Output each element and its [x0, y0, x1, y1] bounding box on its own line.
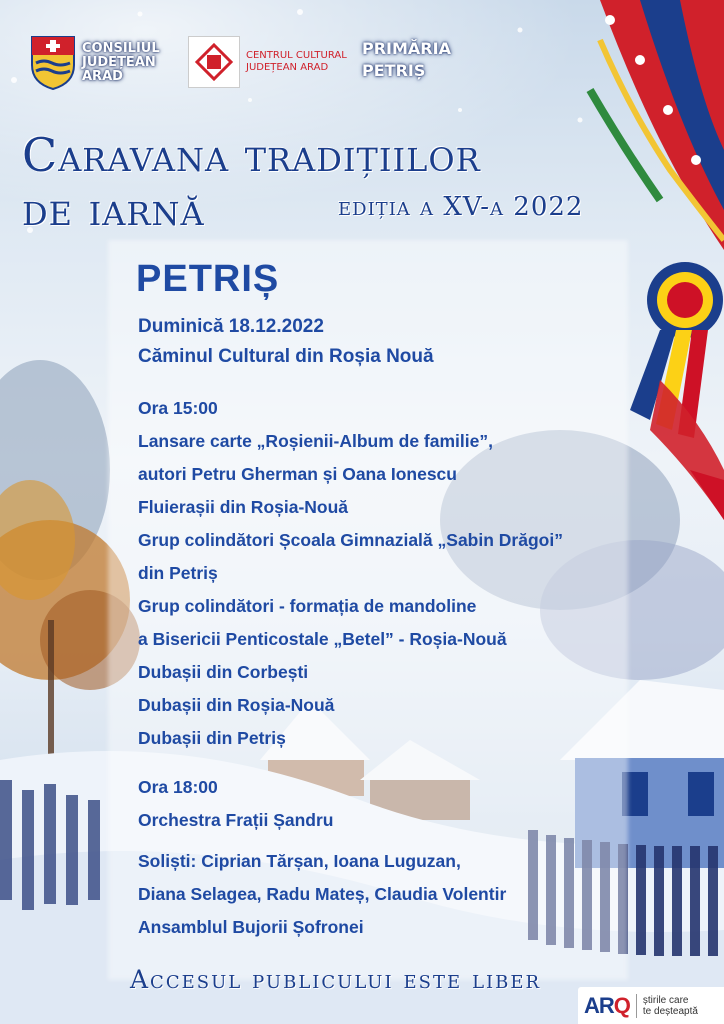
program-spacer: [138, 755, 628, 771]
program-line: Dubașii din Roșia-Nouă: [138, 695, 335, 715]
arq-logo: [584, 993, 630, 1019]
program-line: Soliști: Ciprian Tărșan, Ioana Luguzan,: [138, 851, 461, 871]
program-line: Ansamblul Bujorii Șofronei: [138, 917, 364, 937]
town-hall-logo: [362, 38, 482, 82]
program-line: Dubașii din Corbești: [138, 662, 309, 682]
cultural-center-line1: CENTRUL CULTURAL: [246, 50, 347, 61]
program-line: Orchestra Frații Șandru: [138, 810, 334, 830]
program-line: din Petriș: [138, 563, 218, 583]
cultural-center-logo: [188, 36, 364, 88]
county-council-logo: [30, 35, 160, 91]
program-line: Grup colindători - formația de mandoline: [138, 596, 477, 616]
event-date: Duminică 18.12.2022: [138, 316, 324, 337]
arq-divider: [636, 994, 637, 1018]
event-venue: Căminul Cultural din Roșia Nouă: [138, 346, 434, 367]
poster-title-line2: de iarnă: [22, 182, 205, 236]
program-line: Fluierașii din Roșia-Nouă: [138, 497, 349, 517]
arq-tagline-line2: te deșteaptă: [642, 1005, 698, 1017]
cultural-center-mark-icon: [188, 36, 240, 88]
program-line: autori Petru Gherman și Oana Ionescu: [138, 464, 457, 484]
town-hall-line2: PETRIȘ: [362, 61, 426, 80]
county-logo-line1: CONSILIUL: [82, 41, 160, 56]
program-line: Lansare carte „Roșienii-Album de familie”,: [138, 431, 493, 451]
arq-tagline-line1: știrile care: [642, 994, 689, 1006]
county-logo-line2: JUDEȚEAN: [82, 55, 156, 70]
program-list: [138, 392, 628, 944]
event-location: PETRIȘ: [136, 258, 280, 300]
cultural-center-line2: JUDEȚEAN ARAD: [246, 62, 329, 73]
arq-tagline: [643, 995, 698, 1017]
arq-logo-q: Q: [613, 992, 630, 1018]
program-spacer: [138, 837, 628, 845]
program-line: Dubașii din Petriș: [138, 728, 286, 748]
poster-title-line1: Caravana tradițiilor: [22, 128, 481, 182]
program-line: Grup colindători Școala Gimnazială „Sabin Drăgoi”: [138, 530, 563, 550]
town-hall-line1: PRIMĂRIA: [362, 39, 451, 58]
edition-label: ediția a XV-a 2022: [338, 192, 584, 222]
program-line: a Bisericii Penticostale „Betel” - Roșia-Nouă: [138, 629, 507, 649]
program-line: Ora 15:00: [138, 398, 218, 418]
arq-watermark: [578, 987, 724, 1024]
county-coat-of-arms-icon: [30, 35, 76, 91]
program-line: Ora 18:00: [138, 777, 218, 797]
program-line: Diana Selagea, Radu Mateș, Claudia Volentir: [138, 884, 507, 904]
county-logo-line3: ARAD: [82, 69, 123, 84]
arq-logo-ar: AR: [584, 992, 614, 1018]
public-access-note: Accesul publicului este liber: [130, 965, 542, 994]
